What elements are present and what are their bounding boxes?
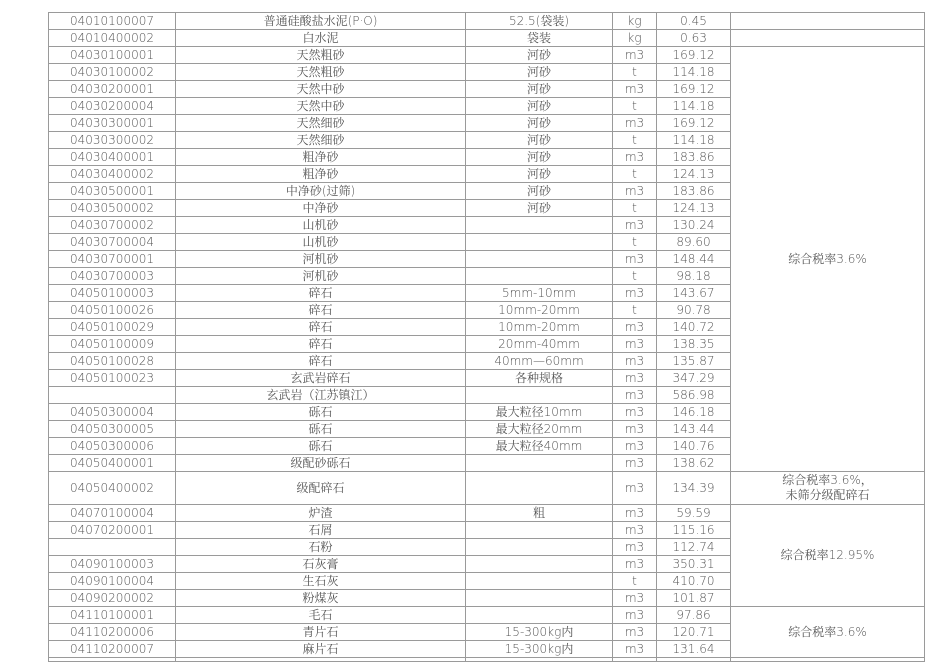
material-spec-cell [466,217,613,234]
price-cell: 89.60 [657,234,731,251]
material-code-cell: 04030500001 [49,183,176,200]
price-cell: 131.64 [657,641,731,658]
material-spec-cell: 河砂 [466,64,613,81]
material-code-cell: 04050400002 [49,472,176,505]
price-cell: 350.31 [657,556,731,573]
material-spec-cell: 15-300kg内 [466,641,613,658]
material-name-cell: 天然中砂 [176,98,466,115]
material-code-cell: 04030700004 [49,234,176,251]
material-code-cell: 04050100029 [49,319,176,336]
material-spec-cell: 最大粒径20mm [466,421,613,438]
material-spec-cell: 10mm-20mm [466,302,613,319]
material-spec-cell: 10mm-20mm [466,319,613,336]
material-name-cell: 河机砂 [176,251,466,268]
material-code-cell: 04110200006 [49,624,176,641]
material-spec-cell [466,539,613,556]
material-spec-cell: 20mm-40mm [466,336,613,353]
material-code-cell: 04050100023 [49,370,176,387]
price-cell: 138.62 [657,455,731,472]
unit-cell: m3 [613,251,657,268]
price-cell: 112.74 [657,539,731,556]
price-cell: 143.67 [657,285,731,302]
unit-cell: t [613,64,657,81]
material-name-cell: 级配碎石 [176,472,466,505]
price-cell: 138.35 [657,336,731,353]
unit-cell: m3 [613,285,657,302]
material-code-cell: 04110100001 [49,607,176,624]
price-cell: 130.24 [657,217,731,234]
material-code-cell: 04050100003 [49,285,176,302]
material-name-cell: 粉煤灰 [176,590,466,607]
price-cell: 347.29 [657,370,731,387]
material-code-cell: 04050400001 [49,455,176,472]
price-cell: 114.18 [657,64,731,81]
material-code-cell: 04050100028 [49,353,176,370]
material-name-cell: 山机砂 [176,234,466,251]
material-code-cell: 04030300002 [49,132,176,149]
unit-cell: kg [613,13,657,30]
material-spec-cell: 5mm-10mm [466,285,613,302]
unit-cell: m3 [613,641,657,658]
material-spec-cell: 河砂 [466,149,613,166]
material-spec-cell [466,472,613,505]
tax-note-cell [731,13,925,30]
price-cell: 124.13 [657,200,731,217]
material-spec-cell: 各种规格 [466,370,613,387]
material-code-cell: 04030700003 [49,268,176,285]
unit-cell: t [613,200,657,217]
material-name-cell: 毛石 [176,607,466,624]
material-code-cell: 04090100004 [49,573,176,590]
unit-cell: kg [613,30,657,47]
tax-note-cell: 综合税率12.95% [731,505,925,607]
price-cell: 135.87 [657,353,731,370]
unit-cell: m3 [613,115,657,132]
material-name-cell: 级配砂砾石 [176,455,466,472]
unit-cell: m3 [613,438,657,455]
material-name-cell: 碎石 [176,319,466,336]
price-cell: 169.12 [657,47,731,64]
material-code-cell: 04010100007 [49,13,176,30]
price-cell: 97.86 [657,607,731,624]
table-row [49,607,925,624]
material-code-cell: 04050100026 [49,302,176,319]
price-cell: 169.12 [657,115,731,132]
price-cell: 120.71 [657,624,731,641]
material-name-cell: 中净砂(过筛) [176,183,466,200]
unit-cell: t [613,302,657,319]
table-row [49,13,925,30]
material-name-cell: 白水泥 [176,30,466,47]
material-code-cell: 04030100001 [49,47,176,64]
unit-cell: m3 [613,455,657,472]
material-code-cell: 04030200001 [49,81,176,98]
table-row [49,47,925,64]
material-spec-cell: 河砂 [466,166,613,183]
unit-cell: m3 [613,624,657,641]
material-spec-cell: 袋装 [466,30,613,47]
material-spec-cell: 河砂 [466,98,613,115]
unit-cell: m3 [613,539,657,556]
table-row [49,505,925,522]
empty-cell [657,658,731,662]
material-code-cell: 04030300001 [49,115,176,132]
price-cell: 90.78 [657,302,731,319]
material-name-cell: 石粉 [176,539,466,556]
unit-cell: m3 [613,505,657,522]
material-code-cell [49,387,176,404]
material-name-cell: 粗净砂 [176,166,466,183]
material-name-cell: 普通硅酸盐水泥(P·O) [176,13,466,30]
empty-cell [466,658,613,662]
material-name-cell: 麻片石 [176,641,466,658]
price-cell: 134.39 [657,472,731,505]
material-code-cell [49,539,176,556]
material-code-cell: 04090100003 [49,556,176,573]
material-code-cell: 04050300006 [49,438,176,455]
material-spec-cell: 最大粒径10mm [466,404,613,421]
material-spec-cell [466,522,613,539]
price-cell: 114.18 [657,98,731,115]
price-cell: 183.86 [657,149,731,166]
empty-cell [731,658,925,662]
price-cell: 146.18 [657,404,731,421]
material-spec-cell [466,590,613,607]
material-spec-cell: 河砂 [466,47,613,64]
material-spec-cell: 52.5(袋装) [466,13,613,30]
material-spec-cell [466,251,613,268]
material-name-cell: 砾石 [176,421,466,438]
price-cell: 140.72 [657,319,731,336]
unit-cell: m3 [613,556,657,573]
material-code-cell: 04050300005 [49,421,176,438]
material-name-cell: 碎石 [176,336,466,353]
tax-note-cell: 综合税率3.6% [731,607,925,658]
empty-cell [613,658,657,662]
unit-cell: t [613,234,657,251]
table-row [49,30,925,47]
price-cell: 114.18 [657,132,731,149]
price-cell: 410.70 [657,573,731,590]
table-body [49,13,925,662]
empty-cell [49,658,176,662]
material-name-cell: 天然细砂 [176,132,466,149]
material-name-cell: 碎石 [176,285,466,302]
material-spec-cell: 河砂 [466,115,613,132]
material-name-cell: 天然细砂 [176,115,466,132]
tax-note-cell [731,30,925,47]
material-spec-cell [466,387,613,404]
material-name-cell: 玄武岩（江苏镇江） [176,387,466,404]
material-name-cell: 炉渣 [176,505,466,522]
material-spec-cell: 河砂 [466,183,613,200]
material-spec-cell [466,268,613,285]
material-spec-cell: 40mm—60mm [466,353,613,370]
material-price-table [48,12,925,662]
price-cell: 124.13 [657,166,731,183]
material-code-cell: 04050100009 [49,336,176,353]
material-spec-cell: 河砂 [466,81,613,98]
material-spec-cell [466,573,613,590]
material-code-cell: 04070100004 [49,505,176,522]
price-cell: 586.98 [657,387,731,404]
tax-note-cell: 综合税率3.6%， 未筛分级配碎石 [731,472,925,505]
material-spec-cell [466,556,613,573]
unit-cell: m3 [613,387,657,404]
material-code-cell: 04030500002 [49,200,176,217]
material-code-cell: 04110200007 [49,641,176,658]
unit-cell: t [613,98,657,115]
unit-cell: m3 [613,590,657,607]
material-spec-cell: 河砂 [466,132,613,149]
material-spec-cell: 15-300kg内 [466,624,613,641]
material-code-cell: 04030200004 [49,98,176,115]
material-name-cell: 粗净砂 [176,149,466,166]
material-name-cell: 石灰膏 [176,556,466,573]
material-name-cell: 青片石 [176,624,466,641]
unit-cell: m3 [613,370,657,387]
material-name-cell: 中净砂 [176,200,466,217]
material-spec-cell [466,234,613,251]
unit-cell: m3 [613,421,657,438]
unit-cell: m3 [613,522,657,539]
material-name-cell: 天然粗砂 [176,47,466,64]
material-code-cell: 04030400002 [49,166,176,183]
material-name-cell: 砾石 [176,404,466,421]
material-name-cell: 天然中砂 [176,81,466,98]
tax-note-cell: 综合税率3.6% [731,47,925,472]
price-cell: 148.44 [657,251,731,268]
material-spec-cell: 最大粒径40mm [466,438,613,455]
material-name-cell: 生石灰 [176,573,466,590]
unit-cell: m3 [613,81,657,98]
unit-cell: m3 [613,404,657,421]
material-code-cell: 04070200001 [49,522,176,539]
material-code-cell: 04090200002 [49,590,176,607]
price-cell: 140.76 [657,438,731,455]
material-name-cell: 砾石 [176,438,466,455]
unit-cell: m3 [613,47,657,64]
table-row-cutoff [49,658,925,662]
unit-cell: m3 [613,183,657,200]
material-name-cell: 碎石 [176,353,466,370]
material-name-cell: 石屑 [176,522,466,539]
material-spec-cell: 粗 [466,505,613,522]
material-spec-cell [466,607,613,624]
material-name-cell: 玄武岩碎石 [176,370,466,387]
material-code-cell: 04050300004 [49,404,176,421]
material-code-cell: 04030400001 [49,149,176,166]
price-cell: 0.45 [657,13,731,30]
material-spec-cell [466,455,613,472]
material-code-cell: 04030100002 [49,64,176,81]
price-cell: 0.63 [657,30,731,47]
price-cell: 115.16 [657,522,731,539]
unit-cell: m3 [613,319,657,336]
material-name-cell: 河机砂 [176,268,466,285]
unit-cell: t [613,132,657,149]
unit-cell: t [613,268,657,285]
price-cell: 59.59 [657,505,731,522]
table-row [49,472,925,505]
price-cell: 98.18 [657,268,731,285]
price-table-container [48,12,925,662]
material-name-cell: 碎石 [176,302,466,319]
unit-cell: m3 [613,149,657,166]
material-spec-cell: 河砂 [466,200,613,217]
unit-cell: m3 [613,472,657,505]
unit-cell: m3 [613,336,657,353]
material-name-cell: 山机砂 [176,217,466,234]
price-cell: 183.86 [657,183,731,200]
unit-cell: t [613,573,657,590]
price-cell: 101.87 [657,590,731,607]
unit-cell: m3 [613,217,657,234]
price-cell: 169.12 [657,81,731,98]
material-code-cell: 04030700002 [49,217,176,234]
unit-cell: t [613,166,657,183]
unit-cell: m3 [613,353,657,370]
material-code-cell: 04030700001 [49,251,176,268]
price-cell: 143.44 [657,421,731,438]
material-code-cell: 04010400002 [49,30,176,47]
material-name-cell: 天然粗砂 [176,64,466,81]
empty-cell [176,658,466,662]
unit-cell: m3 [613,607,657,624]
